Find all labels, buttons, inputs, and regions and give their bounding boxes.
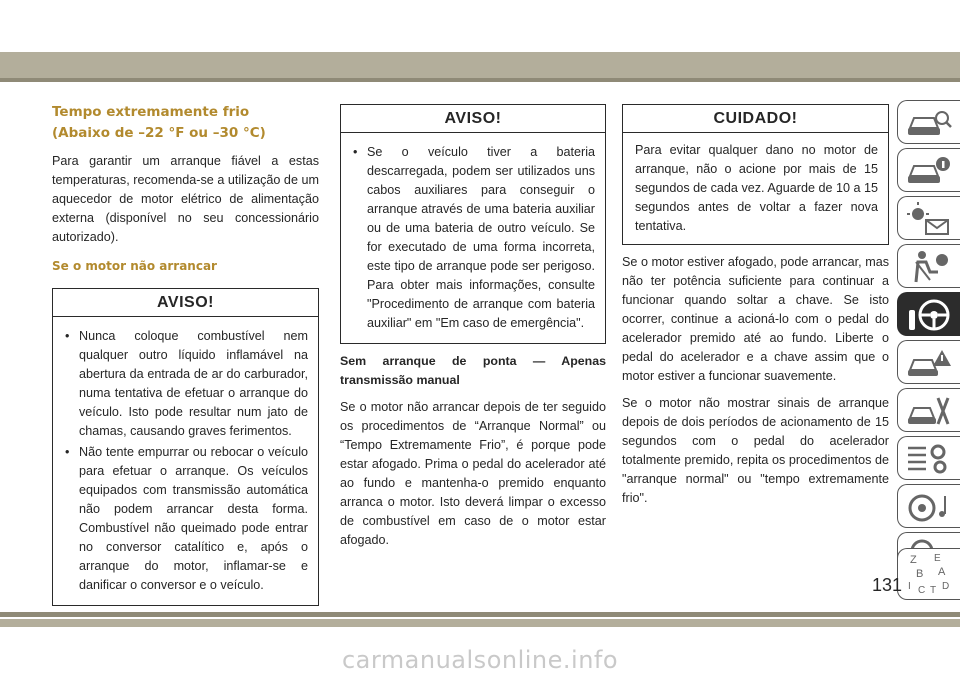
steering-wheel-key-icon: [904, 296, 954, 334]
warning-light-mail-icon: [904, 200, 954, 238]
bottom-band-line: [0, 612, 960, 617]
extreme-cold-paragraph: Para garantir um arranque fiável a estas temperaturas, recomenda-se a utilização de um aquecedor de motor elétrico de alimentação externa (disponível no seu concessionário autorizado).: [52, 154, 319, 244]
warning-item-2: • Não tente empurrar ou rebocar o veículo para efetuar o arranque. Os veículos equipados com transmissão automática não podem arrancar desta forma. Combustível não queimado pode entrar no conversor catalítico e, após o arranque do motor, inflamar-se e danificar o conversor e o veículo.: [65, 443, 308, 595]
warning-list: [53, 317, 318, 605]
section-heading-line2: (Abaixo de –22 °F ou –30 °C): [52, 125, 266, 141]
svg-text:C: C: [918, 585, 926, 596]
watermark-text: carmanualsonline.info: [341, 646, 619, 674]
list-gears-icon: [904, 440, 954, 478]
svg-text:D: D: [942, 581, 950, 592]
svg-text:T: T: [930, 585, 937, 596]
page-number: 131: [871, 575, 902, 595]
caution-text: Para evitar qualquer dano no motor de arranque, não o acione por mais de 15 segundos de cada vez. Aguarde de 10 a 15 segundos antes de voltar a fazer nova tentativa.: [635, 143, 878, 233]
bottom-decorative-band: [0, 619, 960, 627]
top-band-line: [0, 78, 960, 82]
tab-warning-lights[interactable]: [897, 196, 960, 240]
wrench-car-icon: [904, 392, 954, 430]
section-heading-line1: Tempo extremamente frio: [52, 104, 250, 120]
column-2: [340, 104, 606, 558]
warning-list-2: [341, 133, 605, 343]
alphabet-index-icon: [904, 551, 954, 597]
warning-box-1: [52, 288, 319, 606]
tab-car-search[interactable]: [897, 100, 960, 144]
top-decorative-band: [0, 52, 960, 78]
repeat-procedure-paragraph: Se o motor não mostrar sinais de arranque depois de dois períodos de acionamento de 15 segundos com o pedal do acelerador totalmente premido, repita os procedimentos de "arranque normal" ou "tempo extremamente frio".: [622, 396, 889, 505]
column-1: [52, 102, 319, 614]
car-info-icon: [904, 152, 954, 190]
column-3: [622, 104, 889, 516]
tab-safety[interactable]: [897, 244, 960, 288]
car-search-icon: [904, 104, 954, 142]
caution-title: CUIDADO!: [623, 105, 888, 133]
music-gear-icon: [904, 488, 954, 526]
tab-index[interactable]: [897, 548, 960, 600]
tab-emergency[interactable]: [897, 340, 960, 384]
car-hazard-icon: [904, 344, 954, 382]
tab-specifications[interactable]: [897, 436, 960, 480]
tab-car-info[interactable]: [897, 148, 960, 192]
warning-title: AVISO!: [53, 289, 318, 317]
tab-starting-driving[interactable]: [897, 292, 960, 336]
svg-text:E: E: [934, 553, 941, 564]
caution-box: [622, 104, 889, 245]
flooded-start-paragraph: Se o motor estiver afogado, pode arrancar, mas não ter potência suficiente para continuar a funcionar quando soltar a chave. Se isto ocorrer, continue a acioná-lo com o pedal do acelerador premido até ao fundo. Liberte o pedal do acelerador e a chave assim que o motor estiver a funcionar suavemente.: [622, 255, 889, 383]
svg-text:A: A: [938, 566, 946, 578]
svg-text:I: I: [908, 581, 911, 592]
warning-box-2: [340, 104, 606, 344]
airbag-seatbelt-icon: [904, 248, 954, 286]
svg-text:Z: Z: [910, 554, 917, 566]
warning-item-battery: • Se o veículo tiver a bateria descarregada, podem ser utilizados uns cabos auxiliares para conseguir o arranque através de uma bateria auxiliar ou de uma bateria de outro veículo. Se for executado de uma forma incorreta, este tipo de arranque pode ser perigoso. Para obter mais informações, consulte "Procedimento de arranque com bateria auxiliar" em "Em caso de emergência".: [353, 143, 595, 333]
flooded-engine-paragraph: Se o motor não arrancar depois de ter seguido os procedimentos de “Arranque Normal” ou “Tempo Extremamente Frio”, é porque pode estar afogado. Prima o pedal do acelerador até ao fundo e mantenha-o premido enquanto arranca o motor. Isto deverá limpar o excesso de combustível em caso de o motor estar afogado.: [340, 400, 606, 547]
warning-item-1: • Nunca coloque combustível nem qualquer outro líquido inflamável na abertura da entrada de ar do carburador, numa tentativa de efetuar o arranque do veículo. Isto pode resultar num jato de chamas, causando graves ferimentos.: [65, 327, 308, 441]
tab-multimedia[interactable]: [897, 484, 960, 528]
engine-not-start-heading: Se o motor não arrancar: [52, 259, 217, 273]
tab-maintenance[interactable]: [897, 388, 960, 432]
warning-title-2: AVISO!: [341, 105, 605, 133]
manual-transmission-subhead: Sem arranque de ponta — Apenas transmissão manual: [340, 354, 606, 387]
svg-text:B: B: [916, 568, 924, 580]
